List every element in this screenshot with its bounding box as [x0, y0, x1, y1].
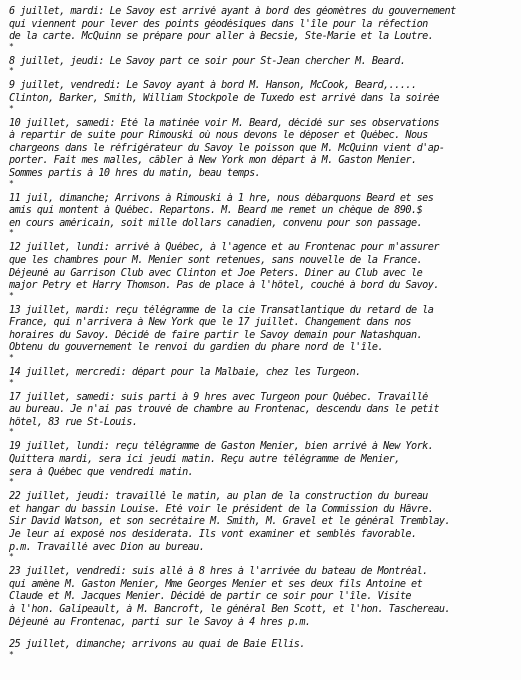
- entry-line: major Petry et Harry Thomson. Pas de place à l'hôtel, couché à bord du Savoy.: [9, 280, 439, 292]
- diary-entry: [9, 441, 515, 485]
- entry-line: Clinton, Barker, Smith, William Stockpole de Tuxedo est arrivé dans la soirée: [9, 92, 439, 104]
- entry-line: hôtel, 83 rue St-Louis.: [9, 416, 138, 428]
- entry-separator-mark: *: [9, 353, 14, 363]
- entry-line: qui amène M. Gaston Menier, Mme Georges Menier et ses deux fils Antoine et: [9, 578, 423, 590]
- entry-line: 6 juillet, mardi: Le Savoy est arrivé ayant à bord des géomètres du gouvernement: [9, 6, 456, 17]
- entry-separator-mark: *: [9, 103, 14, 113]
- entry-line: 12 juillet, lundi: arrivé à Québec, à l'agence et au Frontenac pour m'assurer: [9, 242, 439, 254]
- entry-separator-mark: *: [9, 228, 14, 238]
- entry-line: 13 juillet, mardi: reçu télégramme de la cie Transatlantique du retard de la: [9, 304, 434, 316]
- diary-entry: [9, 491, 515, 560]
- diary-entry: [9, 392, 515, 436]
- entry-line: amis qui montent à Québec. Repartons. M. Beard me remet un chèque de 890.$: [9, 205, 423, 217]
- entry-line: Quittera mardi, sera ici jeudi matin. Reçu autre télégramme de Menier,: [9, 454, 400, 466]
- entry-line: à repartir de suite pour Rimouski où nous devons le déposer et Québec. Nous: [9, 130, 428, 142]
- entry-separator-mark: *: [9, 377, 14, 387]
- entry-line: au bureau. Je n'ai pas trouvé de chambre au Frontenac, descendu dans le petit: [9, 404, 439, 416]
- entry-line: 22 juillet, jeudi: travaillé le matin, au plan de la construction du bureau: [9, 491, 428, 503]
- entry-separator-mark: *: [9, 290, 14, 300]
- entry-line: 25 juillet, dimanche; arrivons au quai de Baie Ellis.: [9, 639, 305, 651]
- entry-line: en cours américain, soit mille dollars canadien, convenu pour son passage.: [9, 217, 423, 229]
- diary-entry: [9, 118, 515, 187]
- entry-line: chargeons dans le réfrigérateur du Savoy le poisson que M. McQuinn vient d'ap-: [9, 142, 445, 154]
- entry-line: p.m. Travaillé avec Dion au bureau.: [9, 541, 205, 553]
- entry-line: porter. Fait mes malles, câbler à New York mon départ à M. Gaston Menier.: [9, 155, 417, 167]
- entry-line: qui viennent pour lever des points géodésiques dans l'île pour la réfection: [9, 18, 428, 30]
- entry-line: Sir David Watson, et son secrétaire M. Smith, M. Gravel et le général Tremblay.: [9, 516, 451, 528]
- entry-line: et hangar du bassin Louise. Été voir le président de la Commission du Hâvre.: [9, 503, 434, 515]
- entry-separator-mark: *: [9, 477, 14, 487]
- entry-line: 8 juillet, jeudi: Le Savoy part ce soir pour St-Jean chercher M. Beard.: [9, 55, 406, 67]
- entry-line: 9 juillet, vendredi: Le Savoy ayant à bord M. Hanson, McCook, Beard,.....: [9, 80, 417, 92]
- diary-entry: [9, 305, 515, 361]
- diary-entries: [9, 6, 515, 658]
- diary-entry: [9, 80, 515, 111]
- entry-separator-mark: *: [9, 427, 14, 437]
- entry-line: de la carte. McQuinn se prépare pour aller à Becsie, Ste-Marie et la Loutre.: [9, 31, 434, 43]
- entry-line: Claude et M. Jacques Menier. Décidé de partir ce soir pour l'île. Visite: [9, 591, 412, 603]
- entry-line: Obtenu du gouvernement le renvoi du gardien du phare nord de l'île.: [9, 342, 384, 354]
- entry-line: à l'hon. Galipeault, à M. Bancroft, le général Ben Scott, et l'hon. Taschereau.: [9, 603, 451, 615]
- entry-separator-mark: *: [9, 552, 14, 562]
- entry-separator-mark: *: [9, 41, 14, 51]
- entry-line: 17 juillet, samedi: suis parti à 9 hres avec Turgeon pour Québec. Travaillé: [9, 391, 428, 403]
- entry-line: sera à Québec que vendredi matin.: [9, 466, 194, 478]
- entry-separator-mark: *: [9, 66, 14, 76]
- entry-line: horaires du Savoy. Décidé de faire partir le Savoy demain pour Natashquan.: [9, 329, 423, 341]
- entry-line: 14 juillet, mercredi: départ pour la Malbaie, chez les Turgeon.: [9, 367, 361, 379]
- entry-line: 19 juillet, lundi: reçu télégramme de Gaston Menier, bien arrivé à New York.: [9, 441, 434, 453]
- entry-line: Sommes partis à 10 hres du matin, beau temps.: [9, 167, 261, 179]
- entry-line: Déjeuné au Garrison Club avec Clinton et Joe Peters. Diner au Club avec le: [9, 267, 423, 279]
- diary-entry: [9, 566, 515, 629]
- entry-line: 11 juil, dimanche; Arrivons à Rimouski à 1 hre, nous débarquons Beard et ses: [9, 192, 434, 204]
- diary-entry: [9, 193, 515, 237]
- entry-line: 23 juillet, vendredi: suis allé à 8 hres à l'arrivée du bateau de Montréal.: [9, 566, 428, 578]
- entry-line: Je leur ai exposé nos desiderata. Ils vont examiner et semblés favorable.: [9, 529, 417, 540]
- diary-entry: [9, 242, 515, 298]
- entry-line: France, qui n'arrivera à New York que le 17 juillet. Changement dans nos: [9, 317, 412, 329]
- entry-line: Déjeuné au Frontenac, parti sur le Savoy à 4 hres p.m.: [9, 616, 311, 628]
- entry-separator-mark: *: [9, 649, 14, 659]
- entry-line: que les chambres pour M. Menier sont retenues, sans nouvelle de la France.: [9, 254, 423, 266]
- entry-line: 10 juillet, samedi: Été la matinée voir M. Beard, décidé sur ses observations: [9, 117, 439, 129]
- diary-entry: [9, 56, 515, 75]
- entry-separator-mark: *: [9, 178, 14, 188]
- diary-entry: [9, 639, 515, 658]
- diary-entry: [9, 6, 515, 50]
- diary-entry: [9, 367, 515, 386]
